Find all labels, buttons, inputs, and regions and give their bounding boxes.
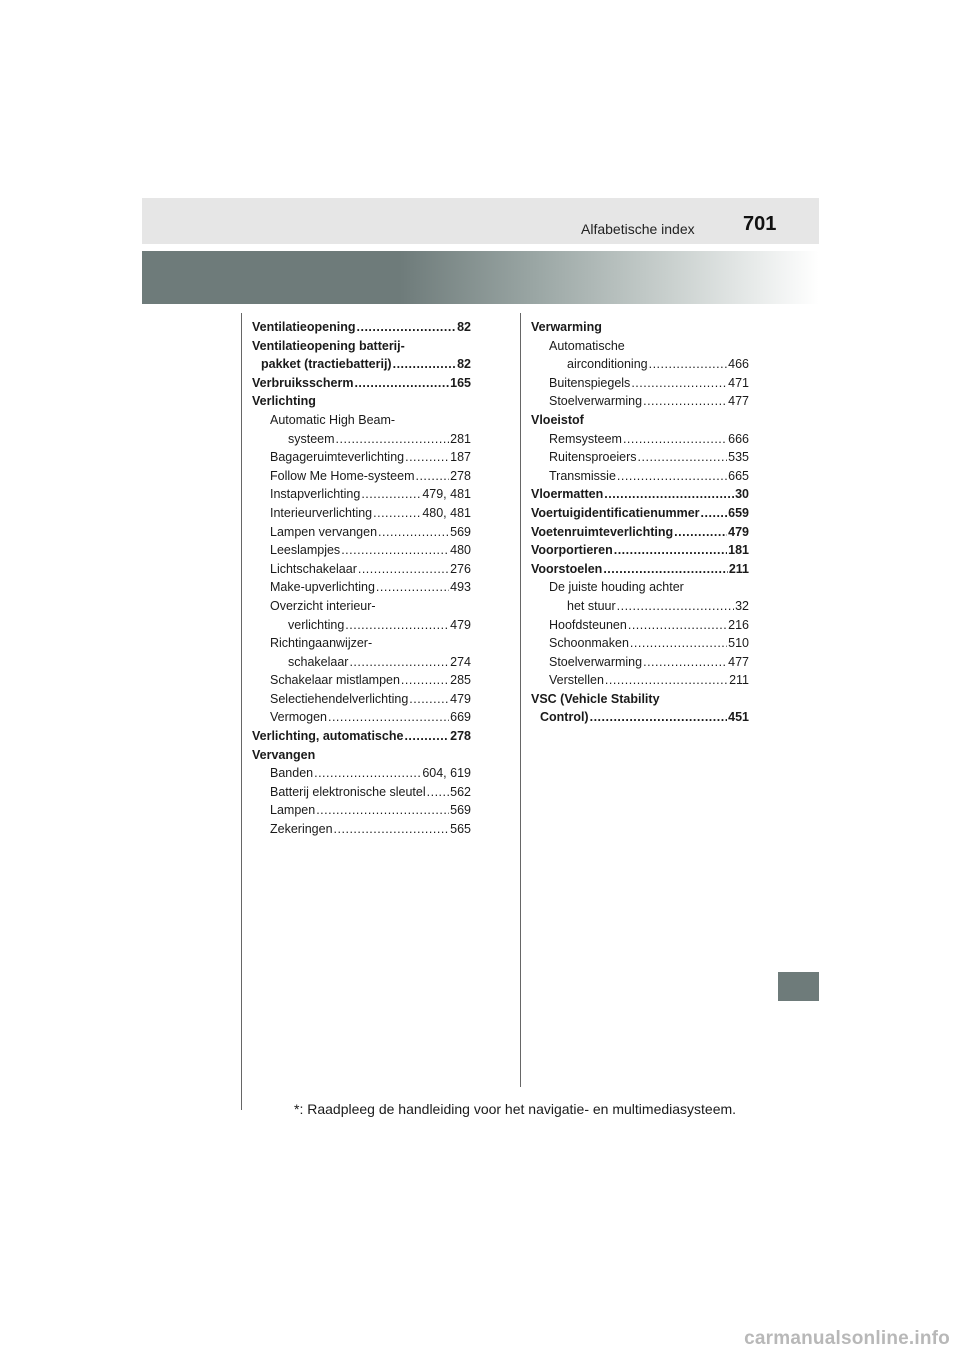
index-entry — [252, 801, 471, 820]
column-divider — [520, 313, 521, 1087]
index-entry — [252, 671, 471, 690]
dot-leader — [674, 523, 727, 542]
index-entry-page: 480 — [450, 543, 471, 558]
index-entry-term: Transmissie — [549, 468, 616, 483]
index-entry-page: 471 — [728, 375, 749, 390]
index-entry-page: 278 — [450, 468, 471, 483]
index-entry-term: Lampen — [270, 803, 316, 818]
index-entry-term: Bagageruimteverlichting — [270, 450, 405, 465]
index-entry-term: Verbruiksscherm — [252, 375, 354, 390]
dot-leader — [336, 430, 450, 449]
index-entry — [252, 541, 471, 560]
index-entry — [252, 560, 471, 579]
dot-leader — [358, 560, 449, 579]
index-entry-term: Banden — [270, 766, 314, 781]
index-entry-page: 274 — [450, 654, 471, 669]
index-entry — [531, 653, 749, 672]
index-entry — [252, 318, 471, 337]
index-entry-term: Vervangen — [252, 747, 316, 762]
index-entry — [531, 430, 749, 449]
dot-leader — [345, 616, 449, 635]
index-entry-page: 165 — [450, 375, 471, 390]
index-entry-term: Zekeringen — [270, 822, 333, 837]
index-entry — [531, 634, 749, 653]
dot-leader — [314, 764, 421, 783]
index-entry — [531, 616, 749, 635]
index-entry-term: Voorstoelen — [531, 561, 603, 576]
index-entry — [252, 448, 471, 467]
index-entry-term: Instapverlichting — [270, 487, 361, 502]
index-entry-term: Schoonmaken — [549, 636, 629, 651]
index-entry-page: 32 — [735, 598, 749, 613]
index-entry-term: Lichtschakelaar — [270, 561, 357, 576]
index-entry-page: 669 — [450, 710, 471, 725]
index-entry — [531, 708, 749, 727]
index-entry — [531, 448, 749, 467]
index-entry-term: Verlichting — [252, 394, 316, 409]
index-entry — [531, 392, 749, 411]
index-entry-term: Stoelverwarming — [549, 654, 643, 669]
index-entry-page: 479 — [450, 617, 471, 632]
index-entry-term: Hoofdsteunen — [549, 617, 627, 632]
dot-leader — [334, 820, 450, 839]
index-entry-term: Control) — [540, 710, 589, 725]
index-entry — [252, 653, 471, 672]
index-entry-page: 216 — [728, 617, 749, 632]
index-entry-page: 479 — [450, 691, 471, 706]
dot-leader — [617, 597, 734, 616]
dot-leader — [357, 318, 457, 337]
index-entry — [531, 541, 749, 560]
index-entry-term: Automatic High Beam- — [270, 412, 396, 427]
index-entry-page: 565 — [450, 822, 471, 837]
dot-leader — [701, 504, 728, 523]
index-entry-page: 466 — [728, 357, 749, 372]
index-entry-page: 569 — [450, 524, 471, 539]
index-entry-term: airconditioning — [567, 357, 648, 372]
dot-leader — [649, 355, 728, 374]
index-entry — [252, 504, 471, 523]
decorative-gradient-bar — [142, 251, 819, 304]
dot-leader — [405, 448, 449, 467]
dot-leader — [614, 541, 727, 560]
index-entry — [531, 523, 749, 542]
dot-leader — [341, 541, 449, 560]
index-entry — [252, 616, 471, 635]
index-entry-term: Buitenspiegels — [549, 375, 631, 390]
index-entry-term: Overzicht interieur- — [270, 598, 376, 613]
index-entry-page: 181 — [728, 543, 749, 558]
dot-leader — [623, 430, 727, 449]
dot-leader — [401, 671, 449, 690]
index-entry — [252, 727, 471, 746]
dot-leader — [643, 653, 727, 672]
dot-leader — [427, 783, 450, 802]
index-entry-term: Richtingaanwijzer- — [270, 636, 373, 651]
watermark: carmanualsonline.info — [744, 1328, 950, 1349]
index-entry — [252, 355, 471, 374]
index-entry — [252, 337, 471, 356]
index-entry — [252, 523, 471, 542]
index-entry — [531, 690, 749, 709]
index-entry-term: Selectiehendelverlichting — [270, 691, 409, 706]
index-entry-term: Ventilatieopening — [252, 320, 356, 334]
index-entry-term: het stuur — [567, 598, 616, 613]
index-entry — [531, 337, 749, 356]
index-entry-page: 659 — [728, 505, 749, 520]
index-entry-page: 281 — [450, 431, 471, 446]
dot-leader — [638, 448, 728, 467]
index-entry-term: Voetenruimteverlichting — [531, 524, 674, 539]
index-entry-page: 285 — [450, 673, 471, 688]
dot-leader — [349, 653, 449, 672]
index-entry-page: 665 — [728, 468, 749, 483]
index-entry — [531, 411, 749, 430]
page-number: 701 — [743, 213, 777, 235]
dot-leader — [415, 467, 449, 486]
index-entry-page: 187 — [450, 450, 471, 465]
index-entry — [531, 355, 749, 374]
dot-leader — [376, 578, 449, 597]
index-entry — [252, 783, 471, 802]
dot-leader — [361, 485, 421, 504]
index-entry — [252, 374, 471, 393]
dot-leader — [628, 616, 727, 635]
index-entry-page: 30 — [735, 487, 749, 502]
index-entry-term: Leeslampjes — [270, 543, 341, 558]
index-entry — [252, 634, 471, 653]
index-entry-term: Follow Me Home-systeem — [270, 468, 415, 483]
index-entry-term: systeem — [288, 431, 335, 446]
chapter-tab-marker — [778, 972, 819, 1001]
index-entry-page: 562 — [450, 784, 471, 799]
index-entry-page: 451 — [728, 710, 749, 725]
index-entry-term: schakelaar — [288, 654, 349, 669]
dot-leader — [373, 504, 421, 523]
index-entry-page: 82 — [457, 320, 471, 334]
index-entry-term: Remsysteem — [549, 431, 622, 446]
dot-leader — [643, 392, 727, 411]
index-entry — [252, 820, 471, 839]
index-entry — [252, 597, 471, 616]
footnote: *: Raadpleeg de handleiding voor het navigatie- en multimediasysteem. — [294, 1101, 737, 1117]
index-entry-term: Voorportieren — [531, 543, 613, 558]
index-entry — [252, 746, 471, 765]
dot-leader — [590, 708, 728, 727]
index-entry-term: Vermogen — [270, 710, 327, 725]
index-entry-term: Automatische — [549, 338, 625, 353]
index-entry-term: Stoelverwarming — [549, 394, 643, 409]
index-entry-page: 535 — [728, 450, 749, 465]
dot-leader — [617, 467, 727, 486]
index-entry — [252, 690, 471, 709]
index-entry — [252, 392, 471, 411]
index-entry — [252, 708, 471, 727]
index-entry-term: Verlichting, automatische — [252, 729, 404, 744]
index-entry — [531, 318, 749, 337]
dot-leader — [354, 374, 449, 393]
index-entry-term: Make-upverlichting — [270, 580, 375, 595]
dot-leader — [604, 485, 734, 504]
index-entry-term: VSC (Vehicle Stability — [531, 691, 660, 706]
index-entry-page: 479, 481 — [422, 487, 471, 502]
index-entry — [252, 764, 471, 783]
dot-leader — [603, 560, 728, 579]
index-entry-page: 477 — [728, 394, 749, 409]
index-entry — [252, 485, 471, 504]
index-entry — [531, 560, 749, 579]
index-entry — [252, 578, 471, 597]
index-column-right — [531, 318, 749, 727]
index-entry — [252, 430, 471, 449]
dot-leader — [630, 634, 727, 653]
index-entry-term: Batterij elektronische sleutel — [270, 784, 426, 799]
index-entry-page: 604, 619 — [422, 766, 471, 781]
index-entry-page: 211 — [729, 673, 749, 688]
dot-leader — [605, 671, 728, 690]
index-entry-page: 82 — [457, 357, 471, 372]
index-entry-term: Verstellen — [549, 673, 604, 688]
dot-leader — [316, 801, 449, 820]
index-entry-page: 276 — [450, 561, 471, 576]
index-entry-page: 493 — [450, 580, 471, 595]
index-entry — [531, 578, 749, 597]
index-entry-page: 479 — [728, 524, 749, 539]
index-entry-term: Voertuigidentificatienummer — [531, 505, 700, 520]
index-entry-term: pakket (tractiebatterij) — [261, 357, 392, 372]
index-entry — [531, 597, 749, 616]
index-entry — [531, 485, 749, 504]
index-entry-term: verlichting — [288, 617, 345, 632]
index-entry-page: 480, 481 — [422, 505, 471, 520]
page-title: Alfabetische index — [581, 221, 695, 237]
index-entry — [531, 467, 749, 486]
index-entry — [252, 467, 471, 486]
index-entry — [531, 374, 749, 393]
index-entry-term: Vloeistof — [531, 412, 584, 427]
index-entry-page: 569 — [450, 803, 471, 818]
index-entry-page: 211 — [728, 561, 749, 576]
index-entry-page: 666 — [728, 431, 749, 446]
index-entry-term: Verwarming — [531, 320, 602, 334]
index-entry-page: 477 — [728, 654, 749, 669]
dot-leader — [404, 727, 449, 746]
index-entry-term: Lampen vervangen — [270, 524, 378, 539]
index-entry-term: Vloermatten — [531, 487, 604, 502]
index-entry-term: Ventilatieopening batterij- — [252, 338, 405, 353]
dot-leader — [328, 708, 449, 727]
header-band — [142, 198, 819, 244]
dot-leader — [631, 374, 727, 393]
index-entry-page: 278 — [450, 729, 471, 744]
index-entry-term: Interieurverlichting — [270, 505, 373, 520]
index-entry-page: 510 — [728, 636, 749, 651]
index-entry — [531, 671, 749, 690]
index-entry-term: Schakelaar mistlampen — [270, 673, 400, 688]
index-entry-term: De juiste houding achter — [549, 580, 684, 595]
index-entry-term: Ruitensproeiers — [549, 450, 637, 465]
index-entry — [531, 504, 749, 523]
index-column-left — [252, 318, 471, 839]
dot-leader — [378, 523, 449, 542]
index-entry — [252, 411, 471, 430]
dot-leader — [409, 690, 449, 709]
dot-leader — [393, 355, 456, 374]
left-margin-rule — [241, 313, 242, 1110]
